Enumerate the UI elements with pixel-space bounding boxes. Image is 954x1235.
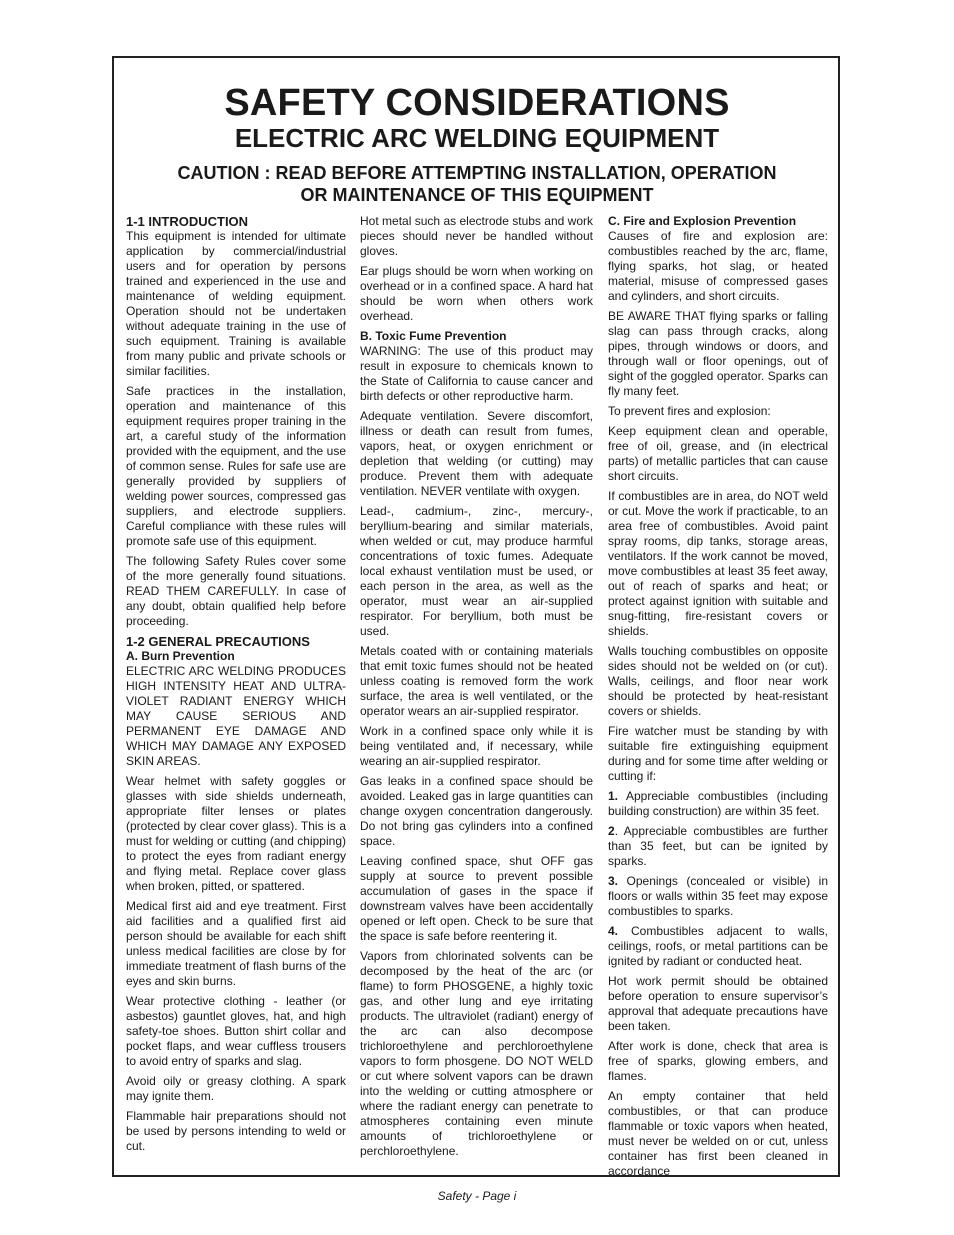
paragraph: Walls touching combustibles on opposite sides should not be welded on (or cut). Walls, ceilings, and floor near work should be protected by heat-resistant covers or shields. xyxy=(608,644,828,718)
paragraph: ELECTRIC ARC WELDING PRODUCES HIGH INTENSITY HEAT AND ULTRA-VIOLET RADIANT ENERGY WHICH MAY CAUSE SERIOUS AND PERMANENT EYE DAMAGE AND WHICH MAY DAMAGE ANY EXPOSED SKIN AREAS. xyxy=(126,664,346,768)
paragraph: WARNING: The use of this product may result in exposure to chemicals known to the State of California to cause cancer and birth defects or other reproductive harm. xyxy=(360,344,593,403)
caution-banner xyxy=(0,162,954,206)
caution-line-1: CAUTION : READ BEFORE ATTEMPTING INSTALLATION, OPERATION xyxy=(177,163,777,183)
paragraph: An empty container that held combustibles, or that can produce flammable or toxic vapors when heated, must never be welded on or cut, unless container has first been cleaned in accordance xyxy=(608,1089,828,1178)
paragraph: Hot work permit should be obtained before operation to ensure supervisor’s approval that adequate precautions have been taken. xyxy=(608,974,828,1033)
column-right xyxy=(608,214,828,1184)
paragraph: Causes of fire and explosion are: combustibles reached by the arc, flame, flying sparks, hot slag, or heated material, misuse of compressed gases and cylinders, and short circuits. xyxy=(608,229,828,303)
list-item xyxy=(608,824,828,869)
list-number: 3. xyxy=(608,874,619,888)
paragraph: Avoid oily or greasy clothing. A spark may ignite them. xyxy=(126,1074,346,1103)
paragraph: Medical first aid and eye treatment. First aid facilities and a qualified first aid person should be available for each shift unless medical facilities are close by for immediate treatment of flash burns of the eyes and skin burns. xyxy=(126,899,346,988)
paragraph: If combustibles are in area, do NOT weld or cut. Move the work if practicable, to an area free of combustibles. Avoid paint spray rooms, dip tanks, storage areas, ventilators. If the work cannot be moved, move combustibles at least 35 feet away, out of reach of sparks and heat; or protect against ignition with suitable and snug-fitting, fire-resistant covers or shields. xyxy=(608,489,828,638)
list-text: Combustibles adjacent to walls, ceilings, roofs, or metal partitions can be ignited by radiant or conducted heat. xyxy=(608,924,828,968)
paragraph: Gas leaks in a confined space should be avoided. Leaked gas in large quantities can change oxygen concentration dangerously. Do not bring gas cylinders into a confined space. xyxy=(360,774,593,848)
list-text: Appreciable combustibles (including building construction) are within 35 feet. xyxy=(608,789,828,818)
list-text: . Appreciable combustibles are further than 35 feet, but can be ignited by sparks. xyxy=(608,824,828,868)
list-number: 4. xyxy=(608,924,619,938)
page-title: SAFETY CONSIDERATIONS xyxy=(224,82,730,124)
list-text: Openings (concealed or visible) in floors or walls within 35 feet may expose combustibles to sparks. xyxy=(608,874,828,918)
paragraph: Wear protective clothing - leather (or asbestos) gauntlet gloves, hat, and high safety-toe shoes. Button shirt collar and pocket flaps, and wear cuffless trousers to avoid entry of sparks and slag. xyxy=(126,994,346,1068)
paragraph: Flammable hair preparations should not be used by persons intending to weld or cut. xyxy=(126,1109,346,1153)
caution-line-2: OR MAINTENANCE OF THIS EQUIPMENT xyxy=(300,185,654,205)
paragraph: Work in a confined space only while it is being ventilated and, if necessary, while wearing an air-supplied respirator. xyxy=(360,724,593,768)
list-item xyxy=(608,924,828,969)
paragraph: Ear plugs should be worn when working on overhead or in a confined space. A hard hat should be worn when others work overhead. xyxy=(360,264,593,323)
paragraph: After work is done, check that area is free of sparks, glowing embers, and flames. xyxy=(608,1039,828,1083)
paragraph: Adequate ventilation. Severe discomfort, illness or death can result from fumes, vapors, heat, or oxygen enrichment or depletion that welding (or cutting) may produce. Prevent them with adequate ventilation. NEVER ventilate with oxygen. xyxy=(360,409,593,498)
paragraph: Vapors from chlorinated solvents can be decomposed by the heat of the arc (or flame) to form PHOSGENE, a highly toxic gas, and other lung and eye irritating products. The ultraviolet (radiant) energy of the arc can also decompose trichloroethylene and perchloroethylene vapors to form phosgene. DO NOT WELD or cut where solvent vapors can be drawn into the welding or cutting atmosphere or where the radiant energy can penetrate to atmospheres containing even minute amounts of trichloroethylene or perchloroethylene. xyxy=(360,949,593,1158)
column-left xyxy=(126,214,346,1159)
subsection-heading-burn-prevention: A. Burn Prevention xyxy=(126,649,235,663)
paragraph: Wear helmet with safety goggles or glasses with side shields underneath, appropriate filter lenses or plates (protected by clear cover glass). This is a must for welding or cutting (and chipping) to protect the eyes from radiant energy and flying metal. Replace cover glass when broken, pitted, or spattered. xyxy=(126,774,346,893)
paragraph: Keep equipment clean and operable, free of oil, grease, and (in electrical parts) of metallic particles that can cause short circuits. xyxy=(608,424,828,483)
paragraph: This equipment is intended for ultimate application by commercial/industrial users and for operation by persons trained and experienced in the use and maintenance of welding equipment. Operation should not be undertaken without adequate training in the use of such equipment. Training is available from many public and private schools or similar facilities. xyxy=(126,229,346,378)
section-heading-introduction: 1-1 INTRODUCTION xyxy=(126,214,249,229)
section-heading-general-precautions: 1-2 GENERAL PRECAUTIONS xyxy=(126,634,310,649)
paragraph: Leaving confined space, shut OFF gas supply at source to prevent possible accumulation of gases in the space if downstream valves have been accidentally opened or left open. Check to be sure that the space is safe before reentering it. xyxy=(360,854,593,943)
list-number: 2 xyxy=(608,824,615,838)
subsection-heading-fire-explosion-prevention: C. Fire and Explosion Prevention xyxy=(608,214,797,228)
paragraph: Hot metal such as electrode stubs and work pieces should never be handled without gloves. xyxy=(360,214,593,258)
list-item xyxy=(608,789,828,819)
subsection-heading-toxic-fume-prevention: B. Toxic Fume Prevention xyxy=(360,329,507,343)
paragraph: To prevent fires and explosion: xyxy=(608,404,771,418)
paragraph: Lead-, cadmium-, zinc-, mercury-, beryllium-bearing and similar materials, when welded or cut, may produce harmful concentrations of toxic fumes. Adequate local exhaust ventilation must be used, or each person in the area, as well as the operator, must wear an air-supplied respirator. For beryllium, both must be used. xyxy=(360,504,593,638)
paragraph: Metals coated with or containing materials that emit toxic fumes should not be heated unless coating is removed form the work surface, the area is well ventilated, or the operator wears an air-supplied respirator. xyxy=(360,644,593,718)
paragraph: BE AWARE THAT flying sparks or falling slag can pass through cracks, along pipes, through windows or doors, and through wall or floor openings, out of sight of the goggled operator. Sparks can fly many feet. xyxy=(608,309,828,398)
paragraph: Fire watcher must be standing by with suitable fire extinguishing equipment during and for some time after welding or cutting if: xyxy=(608,724,828,783)
paragraph: Safe practices in the installation, operation and maintenance of this equipment requires proper training in the art, a careful study of the information provided with the equipment, and the use of common sense. Rules for safe use are generally provided by suppliers of welding power sources, compressed gas suppliers, and electrode suppliers. Careful compliance with these rules will promote safe use of this equipment. xyxy=(126,384,346,548)
paragraph: The following Safety Rules cover some of the more generally found situations. READ THEM CAREFULLY. In case of any doubt, obtain qualified help before proceeding. xyxy=(126,554,346,628)
list-number: 1. xyxy=(608,789,619,803)
page-footer: Safety - Page i xyxy=(437,1189,517,1203)
page-subtitle: ELECTRIC ARC WELDING EQUIPMENT xyxy=(234,123,720,153)
list-item xyxy=(608,874,828,919)
column-middle xyxy=(360,214,593,1164)
